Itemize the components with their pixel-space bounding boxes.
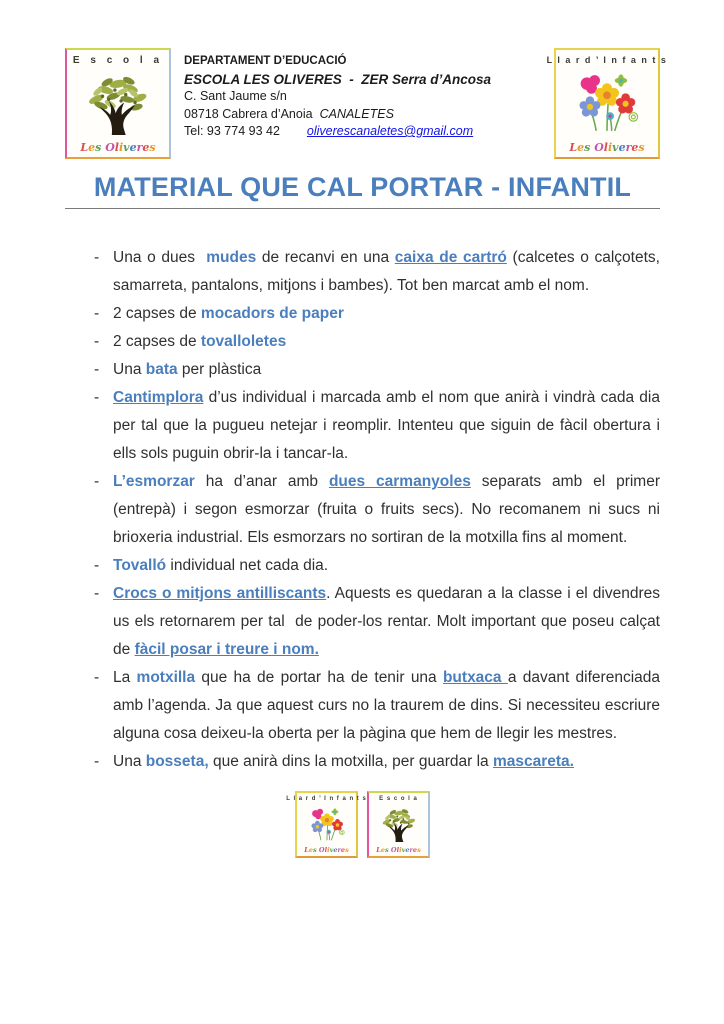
text-run: ha d’anar amb: [194, 473, 329, 490]
bullet-dash: -: [94, 305, 100, 322]
highlighted-term: butxaca: [442, 669, 508, 686]
flowers-icon: [300, 807, 354, 842]
footer-llar-logo-title: L l a r d ’ I n f a n t s: [286, 796, 367, 802]
bullet-dash: -: [94, 669, 100, 686]
highlighted-term: bosseta,: [145, 753, 209, 770]
flowers-icon: [560, 72, 654, 134]
escola-logo-title: E s c o l a: [72, 55, 164, 66]
footer-logos: [65, 791, 660, 858]
text-run: de recanvi en una: [256, 249, 395, 266]
footer-llar-infants-logo: [286, 791, 367, 858]
list-item: [65, 328, 660, 356]
olive-tree-icon: [71, 73, 165, 135]
title-divider: [65, 208, 660, 209]
bullet-dash: -: [94, 249, 100, 266]
document-header: [65, 48, 668, 159]
text-run: Una: [113, 753, 146, 770]
escola-logo: [65, 48, 171, 159]
text-run: per plàstica: [177, 361, 262, 378]
header-city-text: 08718 Cabrera d’Anoia: [184, 106, 313, 121]
highlighted-term: mudes: [206, 249, 257, 266]
header-street-line: C. Sant Jaume s/n: [184, 89, 287, 103]
text-run: separats amb el primer (entrepà) i segon esmorzar (fruita o fruits secs). No recomanem ni sucs ni brioxeria industrial. Els esmorzars no sortiran de la motxilla fins al moment.: [113, 473, 660, 546]
highlighted-term: L’esmorzar: [113, 473, 195, 490]
header-city-line: [184, 106, 554, 124]
highlighted-term: Crocs o mitjons antilliscants: [113, 585, 327, 602]
header-phone-text: Tel: 93 774 93 42: [184, 124, 280, 138]
text-run: Una o dues: [113, 249, 207, 266]
llar-logo-script: Les Oliveres: [569, 141, 645, 154]
footer-escola-logo: [367, 791, 430, 858]
text-run: . Aquests es quedaran a la classe i el divendres us els retornarem per tal de poder-los rentar. Molt important que poseu calçat de: [113, 585, 660, 658]
text-run: d’us individual i marcada amb el nom que anirà i vindrà cada dia per tal que la pugueu netejar i reomplir. Intenteu que siguin de fàcil obertura i ells sols puguin obrir-la i tancar-la.: [113, 389, 660, 462]
bullet-dash: -: [94, 585, 100, 602]
list-item: [65, 244, 660, 300]
bullet-dash: -: [94, 557, 100, 574]
email-link[interactable]: oliverescanaletes@gmail.com: [306, 124, 474, 138]
highlighted-term: fàcil posar i treure i nom.: [134, 641, 319, 658]
header-city-annotation: CANALETES: [319, 106, 394, 121]
list-item: [65, 300, 660, 328]
llar-logo-title: L l a r d ’ I n f a n t s: [546, 55, 668, 65]
highlighted-term: bata: [145, 361, 178, 378]
llar-infants-logo: [546, 48, 668, 159]
bullet-dash: -: [94, 753, 100, 770]
header-school-line: ESCOLA LES OLIVERES - ZER Serra d’Ancosa: [184, 71, 492, 87]
page-title: MATERIAL QUE CAL PORTAR - INFANTIL: [93, 172, 632, 202]
highlighted-term: dues carmanyoles: [328, 473, 471, 490]
list-item: [65, 748, 660, 776]
list-item: [65, 384, 660, 468]
text-run: a davant diferenciada amb l’agenda. Ja que aquest curs no la traurem de dins. Si necessiteu escriure alguna cosa deixeu-la oberta per la pàgina que hem de llegir les mestres.: [113, 669, 660, 742]
list-item: [65, 552, 660, 580]
highlighted-term: motxilla: [136, 669, 196, 686]
text-run: que ha de portar ha de tenir una: [195, 669, 443, 686]
text-run: 2 capses de: [113, 333, 201, 350]
text-run: individual net cada dia.: [166, 557, 329, 574]
bullet-dash: -: [94, 333, 100, 350]
highlighted-term: mocadors de paper: [200, 305, 344, 322]
highlighted-term: caixa de cartró: [394, 249, 507, 266]
olive-tree-icon: [372, 807, 426, 842]
text-run: Una: [113, 361, 146, 378]
footer-llar-logo-script: Les Oliveres: [304, 846, 349, 854]
text-run: que anirà dins la motxilla, per guardar la: [208, 753, 493, 770]
highlighted-term: mascareta.: [492, 753, 574, 770]
footer-escola-logo-script: Les Oliveres: [376, 846, 421, 854]
highlighted-term: Cantimplora: [113, 389, 204, 406]
header-department-line: DEPARTAMENT D’EDUCACIÓ: [184, 55, 347, 67]
escola-logo-script: Les Oliveres: [80, 141, 156, 154]
highlighted-term: tovalloletes: [200, 333, 287, 350]
list-item: [65, 664, 660, 748]
text-run: 2 capses de: [113, 305, 201, 322]
list-item: [65, 580, 660, 664]
bullet-dash: -: [94, 389, 100, 406]
list-item: [65, 468, 660, 552]
text-run: La: [113, 669, 137, 686]
header-phone-line: [184, 123, 554, 141]
header-address-block: [184, 48, 554, 141]
bullet-dash: -: [94, 473, 100, 490]
highlighted-term: Tovalló: [113, 557, 167, 574]
list-item: [65, 356, 660, 384]
bullet-dash: -: [94, 361, 100, 378]
text-run: (calcetes o calçotets, samarreta, pantalons, mitjons i bambes). Tot ben marcat amb el nom.: [113, 249, 660, 294]
materials-list: [65, 244, 660, 776]
footer-escola-logo-title: E s c o l a: [379, 796, 418, 802]
